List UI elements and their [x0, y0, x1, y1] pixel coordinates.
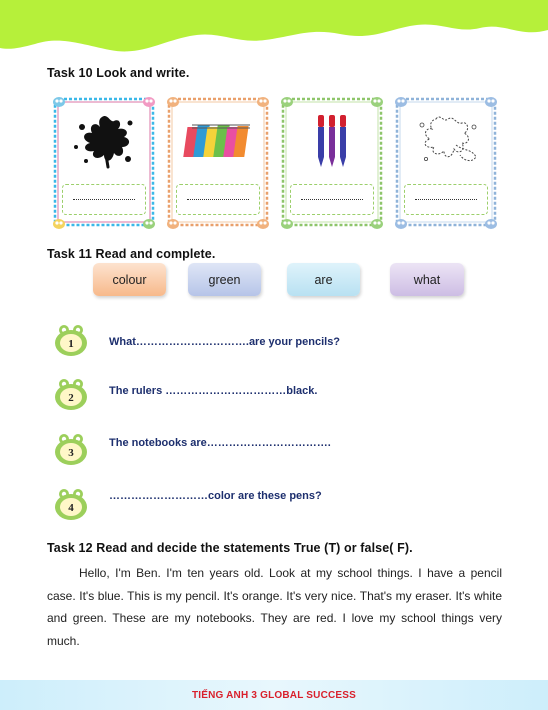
owl-icon	[166, 217, 180, 229]
pens-icon	[292, 109, 372, 171]
owl-icon	[280, 217, 294, 229]
question-2-text: The rulers ……………………………black.	[109, 385, 318, 397]
task-10-title: Task 10 Look and write.	[47, 66, 190, 80]
owl-icon	[484, 95, 498, 107]
owl-icon	[52, 217, 66, 229]
word-box-what: what	[390, 263, 464, 296]
question-3-text: The notebooks are…………………………….	[109, 437, 331, 449]
question-number: 3	[68, 447, 74, 459]
word-box-colour: colour	[93, 263, 166, 296]
ink-splash-card	[50, 93, 158, 231]
reading-paragraph	[47, 562, 502, 652]
owl-icon	[142, 95, 156, 107]
picture-cards	[50, 93, 500, 231]
owl-icon	[484, 217, 498, 229]
word-box-green: green	[188, 263, 261, 296]
notebooks-icon	[178, 109, 258, 171]
owl-icon	[142, 217, 156, 229]
owl-icon	[280, 95, 294, 107]
word-box-are: are	[287, 263, 360, 296]
owl-icon	[370, 95, 384, 107]
question-4-text: ………………………color are these pens?	[109, 490, 322, 502]
answer-box[interactable]	[404, 184, 488, 215]
footer-text: TIẾNG ANH 3 GLOBAL SUCCESS	[191, 689, 357, 701]
owl-icon	[166, 95, 180, 107]
question-number: 1	[68, 338, 74, 350]
pens-card	[278, 93, 386, 231]
answer-box[interactable]	[176, 184, 260, 215]
answer-box[interactable]	[290, 184, 374, 215]
owl-icon	[370, 217, 384, 229]
owl-icon	[52, 95, 66, 107]
owl-icon	[394, 217, 408, 229]
paragraph-text: Hello, I'm Ben. I'm ten years old. Look at my school things. I have a pencil case. It's blue. This is my pencil. It's orange. It's very nice. That's my eraser. It's white and green. These are my notebooks. They are red. I love my school things very much.	[47, 566, 502, 648]
question-number: 4	[68, 502, 74, 514]
frog-number-badge-icon	[53, 323, 89, 359]
splash-outline-icon	[406, 109, 486, 171]
frog-number-badge-icon	[53, 487, 89, 523]
owl-icon	[256, 95, 270, 107]
ink-splash-icon	[64, 109, 144, 171]
answer-box[interactable]	[62, 184, 146, 215]
frog-number-badge-icon	[53, 377, 89, 413]
question-number: 2	[68, 392, 74, 404]
owl-icon	[256, 217, 270, 229]
footer-bar	[0, 680, 548, 710]
task-11-title: Task 11 Read and complete.	[47, 247, 216, 261]
question-1-text: What………………………….are your pencils?	[109, 336, 341, 348]
frog-number-badge-icon	[53, 432, 89, 468]
owl-icon	[394, 95, 408, 107]
splash-outline-card	[392, 93, 500, 231]
task-12-title: Task 12 Read and decide the statements True (T) or false( F).	[47, 541, 413, 555]
top-wave-decoration	[0, 0, 548, 62]
notebooks-card	[164, 93, 272, 231]
